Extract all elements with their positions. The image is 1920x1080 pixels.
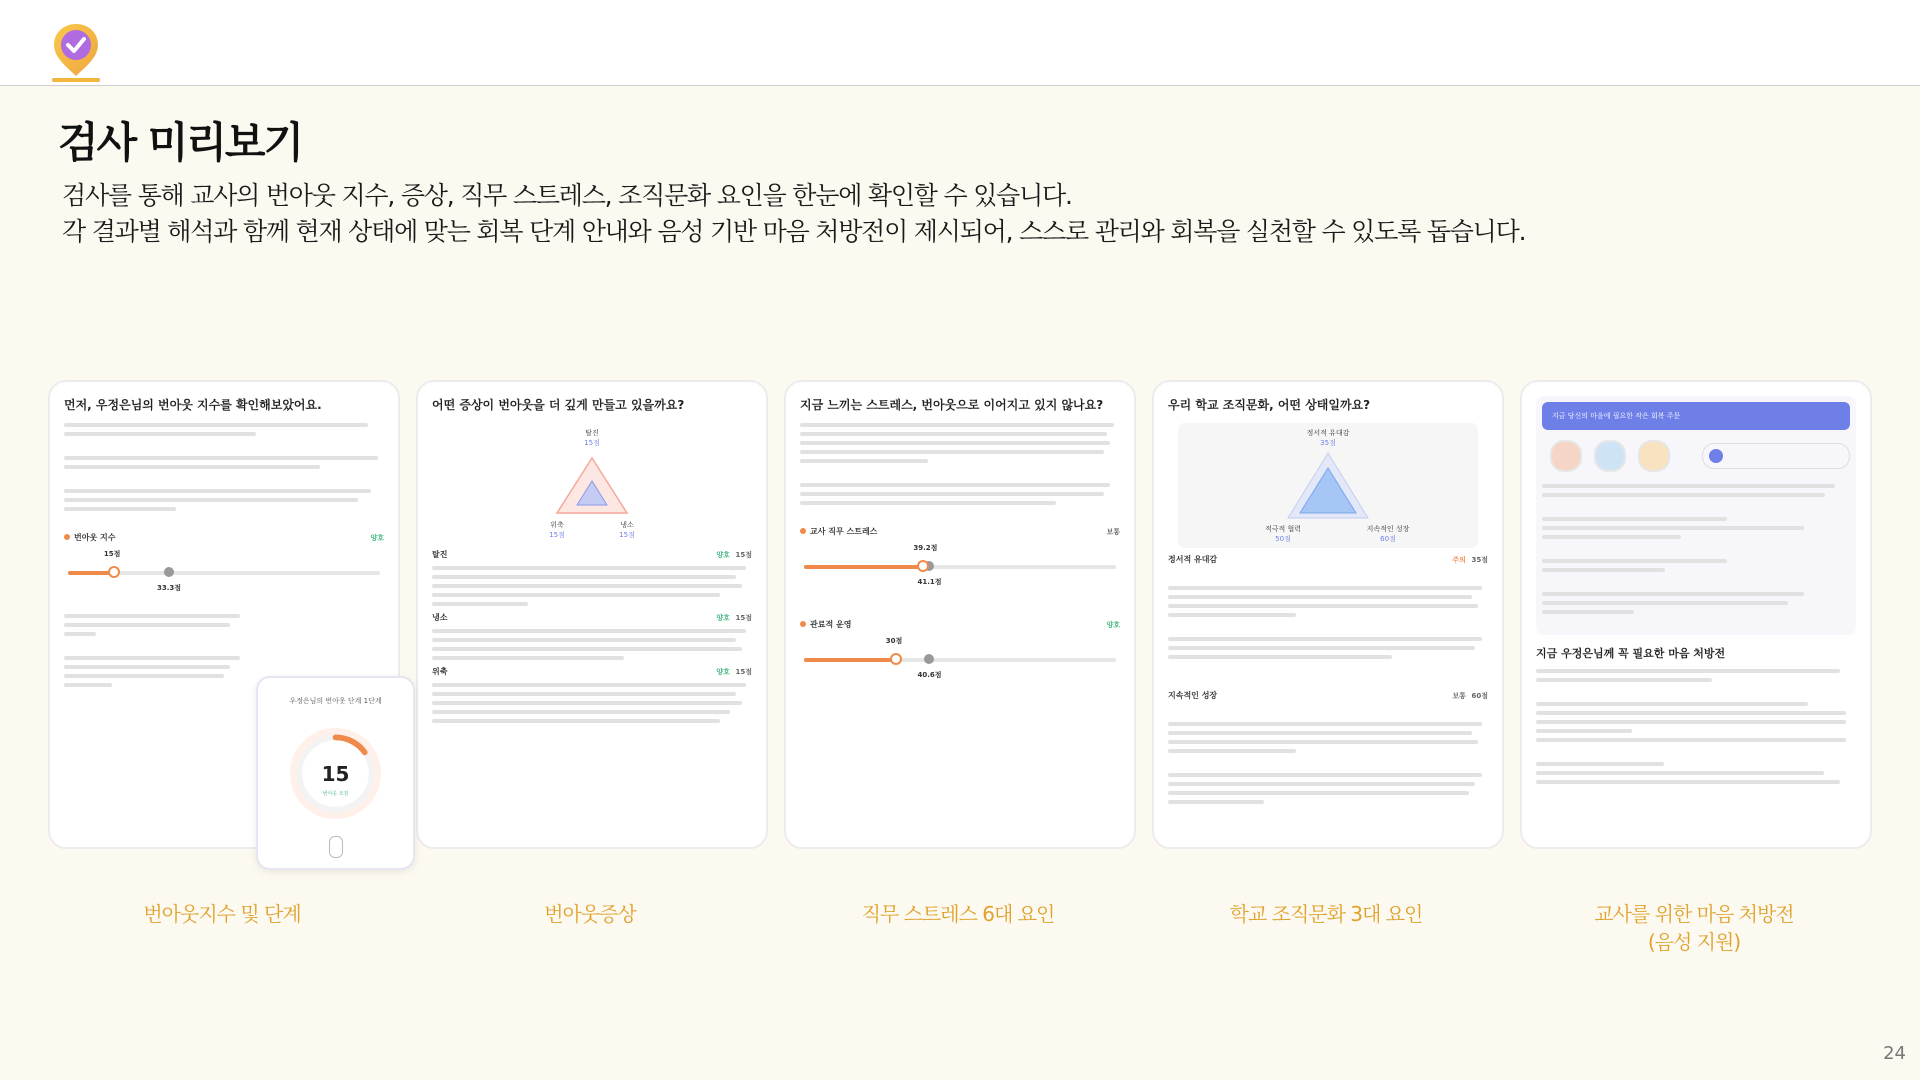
caption-job-stress: 직무 스트레스 6대 요인 (861, 902, 1055, 926)
voice-avatars (1550, 440, 1850, 472)
radar-left-score: 50점 (1275, 535, 1291, 543)
radar-right-label: 냉소 (620, 521, 634, 529)
status-badge: 보통 (1106, 527, 1120, 536)
scroll-handle[interactable] (329, 836, 343, 858)
radar-chart (497, 423, 687, 543)
play-icon[interactable] (1709, 449, 1723, 463)
score-label: 39.2점 (913, 544, 938, 552)
status-badge: 보통 (1452, 691, 1466, 700)
card-title: 지금 느끼는 스트레스, 번아웃으로 이어지고 있지 않나요? (800, 398, 1104, 412)
avatar[interactable] (1594, 440, 1626, 472)
status-badge: 양호 (716, 667, 730, 676)
prescription-header: 지금 당신의 마음에 필요한 작은 회복 주문 (1542, 402, 1850, 430)
average-score-label: 33.3점 (156, 584, 182, 592)
preview-card-job-stress (784, 380, 1136, 849)
card-title: 어떤 증상이 번아웃을 더 깊게 만들고 있을까요? (432, 398, 685, 412)
description-line-2: 각 결과별 해석과 함께 현재 상태에 맞는 회복 단계 안내와 음성 기반 마음 처방전이 제시되어, 스스로 관리와 회복을 실천할 수 있도록 돕습니다. (62, 217, 1526, 246)
popup-sub: 번아웃 조짐 (322, 791, 349, 797)
radar-right-label: 지속적인 성장 (1366, 525, 1410, 533)
average-knob (924, 654, 934, 664)
score-fill (804, 658, 896, 662)
average-knob (164, 567, 174, 577)
avatar[interactable] (1550, 440, 1582, 472)
status-badge: 주의 (1452, 555, 1466, 564)
radar-top-score: 35점 (1320, 439, 1336, 447)
symptom-score: 15점 (735, 550, 752, 559)
avatar[interactable] (1638, 440, 1670, 472)
caption-prescription (1520, 900, 1868, 956)
caption-school-culture: 학교 조직문화 3대 요인 (1229, 902, 1423, 926)
top-bar (0, 0, 1920, 86)
symptom-label: 위축 (432, 667, 448, 676)
preview-card-burnout-symptoms (416, 380, 768, 849)
symptom-row (432, 666, 752, 677)
culture-label: 정서적 유대감 (1168, 555, 1218, 564)
symptom-label: 탈진 (432, 550, 448, 559)
status-badge: 양호 (370, 533, 384, 542)
my-score-label: 15점 (103, 550, 121, 558)
radar-left-label: 적극적 협력 (1264, 525, 1302, 533)
culture-score: 60점 (1471, 691, 1488, 700)
radar-left-label: 위축 (550, 521, 564, 529)
preview-card-prescription (1520, 380, 1872, 849)
card-title: 우리 학교 조직문화, 어떤 상태일까요? (1168, 398, 1371, 412)
audio-player[interactable] (1702, 443, 1850, 469)
caption-line-2: (음성 지원) (1647, 930, 1741, 954)
caption-line-1: 교사를 위한 마음 처방전 (1594, 902, 1794, 926)
job-stress-row (800, 526, 1120, 537)
popup-number: 15 (321, 762, 350, 786)
culture-score: 35점 (1471, 555, 1488, 564)
radar-top-score: 15점 (584, 439, 600, 447)
score-label: 30점 (885, 637, 903, 645)
radar-chart (1178, 423, 1478, 548)
average-score-label: 40.6점 (917, 671, 942, 679)
burnout-index-row (64, 532, 384, 543)
section-label: 번아웃 지수 (74, 533, 116, 542)
radar-left-score: 15점 (549, 531, 565, 539)
bureaucratic-row (800, 619, 1120, 630)
job-stress-slider (800, 543, 1120, 586)
symptom-row (432, 612, 752, 623)
card-title: 먼저, 우정은님의 번아웃 지수를 확인해보았어요. (64, 398, 322, 412)
section-label: 관료적 운영 (810, 620, 852, 629)
caption-burnout-index: 번아웃지수 및 단계 (143, 902, 301, 926)
caption-burnout-symptoms: 번아웃증상 (544, 902, 636, 926)
radar-top-label: 정서적 유대감 (1306, 429, 1350, 437)
description-line-1: 검사를 통해 교사의 번아웃 지수, 증상, 직무 스트레스, 조직문화 요인을 한눈에 확인할 수 있습니다. (62, 181, 1072, 210)
page-title: 검사 미리보기 (58, 118, 303, 167)
page-description (62, 178, 1525, 250)
culture-row (1168, 690, 1488, 701)
symptom-score: 15점 (735, 613, 752, 622)
prescription-subtitle: 지금 우정은님께 꼭 필요한 마음 처방전 (1536, 647, 1726, 660)
my-score-knob (108, 566, 120, 578)
culture-row (1168, 554, 1488, 565)
average-score-label: 41.1점 (917, 578, 942, 586)
status-badge: 양호 (1106, 620, 1120, 629)
section-label: 교사 직무 스트레스 (810, 527, 878, 536)
burnout-index-slider (64, 549, 384, 592)
symptom-row (432, 549, 752, 560)
score-fill (804, 565, 923, 569)
radar-top-label: 탈진 (585, 429, 599, 437)
burnout-stage-popup (256, 676, 415, 870)
bureaucratic-slider (800, 636, 1120, 679)
popup-title: 우정은님의 번아웃 단계 1단계 (289, 697, 382, 705)
score-knob (890, 653, 902, 665)
page-number: 24 (1883, 1043, 1906, 1064)
preview-card-school-culture (1152, 380, 1504, 849)
status-badge: 양호 (716, 613, 730, 622)
radar-right-score: 15점 (619, 531, 635, 539)
symptom-label: 냉소 (432, 613, 448, 622)
check-pin-icon (50, 20, 102, 84)
symptom-score: 15점 (735, 667, 752, 676)
radar-right-score: 60점 (1380, 535, 1396, 543)
status-badge: 양호 (716, 550, 730, 559)
culture-label: 지속적인 성장 (1168, 691, 1218, 700)
